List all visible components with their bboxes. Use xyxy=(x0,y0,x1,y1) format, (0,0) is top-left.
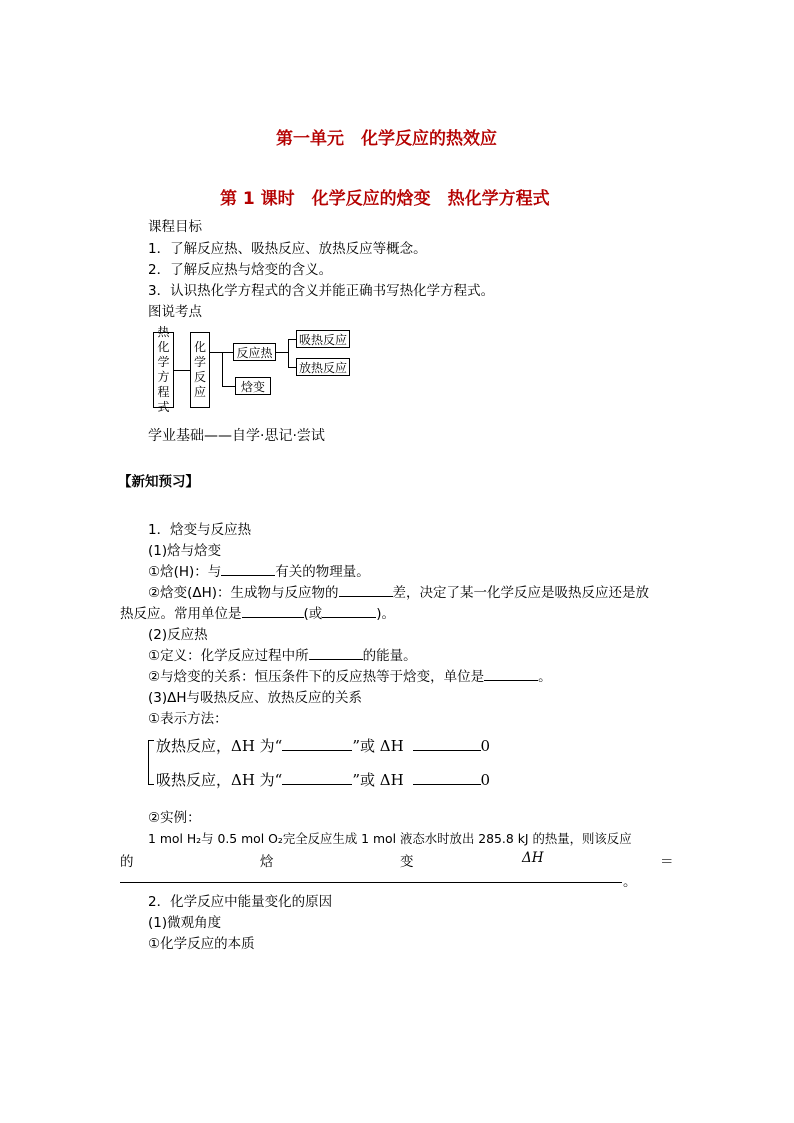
subsection-title: (1)焓与焓变 xyxy=(148,543,222,559)
vertical-char: 热 xyxy=(157,325,170,339)
fill-blank[interactable] xyxy=(221,563,275,576)
example-word: 的 xyxy=(120,854,134,870)
vertical-label xyxy=(194,340,206,400)
fill-blank[interactable] xyxy=(484,668,538,681)
subsection-title: (1)微观角度 xyxy=(148,915,222,931)
connector-line xyxy=(276,352,288,353)
definition-line: ①定义：化学反应过程中所 的能量。 xyxy=(148,648,417,664)
vertical-char: 式 xyxy=(157,400,170,414)
lesson-title: 第 1 课时 化学反应的焓变 热化学方程式 xyxy=(220,189,550,209)
brace-line xyxy=(148,740,154,741)
fill-blank[interactable] xyxy=(322,605,376,618)
vertical-char: 学 xyxy=(193,355,206,369)
connector-line xyxy=(222,386,235,387)
enthalpy-line: ①焓(H)：与 有关的物理量。 xyxy=(148,564,370,580)
relation-line: ②与焓变的关系：恒压条件下的反应热等于焓变，单位是 。 xyxy=(148,669,552,685)
diagram-box-exothermic: 放热反应 xyxy=(296,358,350,376)
fill-blank[interactable] xyxy=(413,772,481,785)
example-word: 变 xyxy=(400,854,414,870)
method-label: ①表示方法： xyxy=(148,711,228,727)
endothermic-row: 吸热反应，ΔH 为“ ”或 ΔH 0 xyxy=(156,771,491,789)
diagram-box-thermo-equation xyxy=(153,325,174,414)
fill-blank[interactable] xyxy=(309,647,363,660)
example-label: ②实例： xyxy=(148,810,201,826)
connector-line xyxy=(288,367,296,368)
preview-heading: 【新知预习】 xyxy=(118,474,199,490)
fill-blank[interactable] xyxy=(339,584,393,597)
diagram-box-chemical-reaction xyxy=(190,332,210,408)
list-item: ①化学反应的本质 xyxy=(148,936,255,952)
connector-line xyxy=(288,339,296,340)
example-text: 1 mol H₂与 0.5 mol O₂完全反应生成 1 mol 液态水时放出 285.8 kJ 的热量，则该反应 xyxy=(148,831,632,846)
fill-blank[interactable] xyxy=(282,738,352,751)
goal-item: 3．认识热化学方程式的含义并能正确书写热化学方程式。 xyxy=(148,283,495,299)
enthalpy-unit-line: 热反应。常用单位是 (或 )。 xyxy=(120,606,396,622)
connector-line xyxy=(222,352,233,353)
fill-blank[interactable] xyxy=(282,772,352,785)
brace-line xyxy=(148,784,154,785)
fill-blank[interactable] xyxy=(242,605,304,618)
diagram-box-reaction-heat: 反应热 xyxy=(233,343,276,361)
goals-heading: 课程目标 xyxy=(148,219,202,235)
goal-item: 1．了解反应热、吸热反应、放热反应等概念。 xyxy=(148,241,427,257)
example-word: ΔH xyxy=(522,850,544,866)
example-word: 焓 xyxy=(260,854,274,870)
period: 。 xyxy=(623,874,637,890)
enthalpy-change-line: ②焓变(ΔH)：生成物与反应物的 差，决定了某一化学反应是吸热反应还是放 xyxy=(148,585,650,601)
vertical-char: 方 xyxy=(157,370,170,384)
vertical-char: 程 xyxy=(157,385,170,399)
vertical-char: 学 xyxy=(157,355,170,369)
vertical-char: 应 xyxy=(193,385,206,399)
vertical-label xyxy=(157,325,169,415)
fill-blank[interactable] xyxy=(413,738,481,751)
diagram-box-endothermic: 吸热反应 xyxy=(296,330,350,348)
connector-line xyxy=(210,352,222,353)
section-title: 1．焓变与反应热 xyxy=(148,522,252,538)
subsection-title: (2)反应热 xyxy=(148,627,208,643)
answer-blank-line[interactable] xyxy=(120,882,622,883)
vertical-char: 化 xyxy=(157,340,170,354)
brace-line xyxy=(148,740,149,784)
connector-line xyxy=(288,339,289,367)
vertical-char: 化 xyxy=(193,340,206,354)
goal-item: 2．了解反应热与焓变的含义。 xyxy=(148,262,333,278)
vertical-char: 反 xyxy=(193,370,206,384)
unit-title: 第一单元 化学反应的热效应 xyxy=(276,129,497,149)
diagram-box-enthalpy-change: 焓变 xyxy=(235,377,271,395)
subsection-title: (3)ΔH与吸热反应、放热反应的关系 xyxy=(148,690,363,706)
diagram-heading: 图说考点 xyxy=(148,304,202,320)
example-word: ＝ xyxy=(660,854,674,870)
connector-line xyxy=(222,352,223,386)
connector-line xyxy=(174,370,190,371)
exothermic-row: 放热反应，ΔH 为“ ”或 ΔH 0 xyxy=(156,737,491,755)
section-title: 2．化学反应中能量变化的原因 xyxy=(148,894,333,910)
foundation-heading: 学业基础——自学·思记·尝试 xyxy=(148,428,325,444)
